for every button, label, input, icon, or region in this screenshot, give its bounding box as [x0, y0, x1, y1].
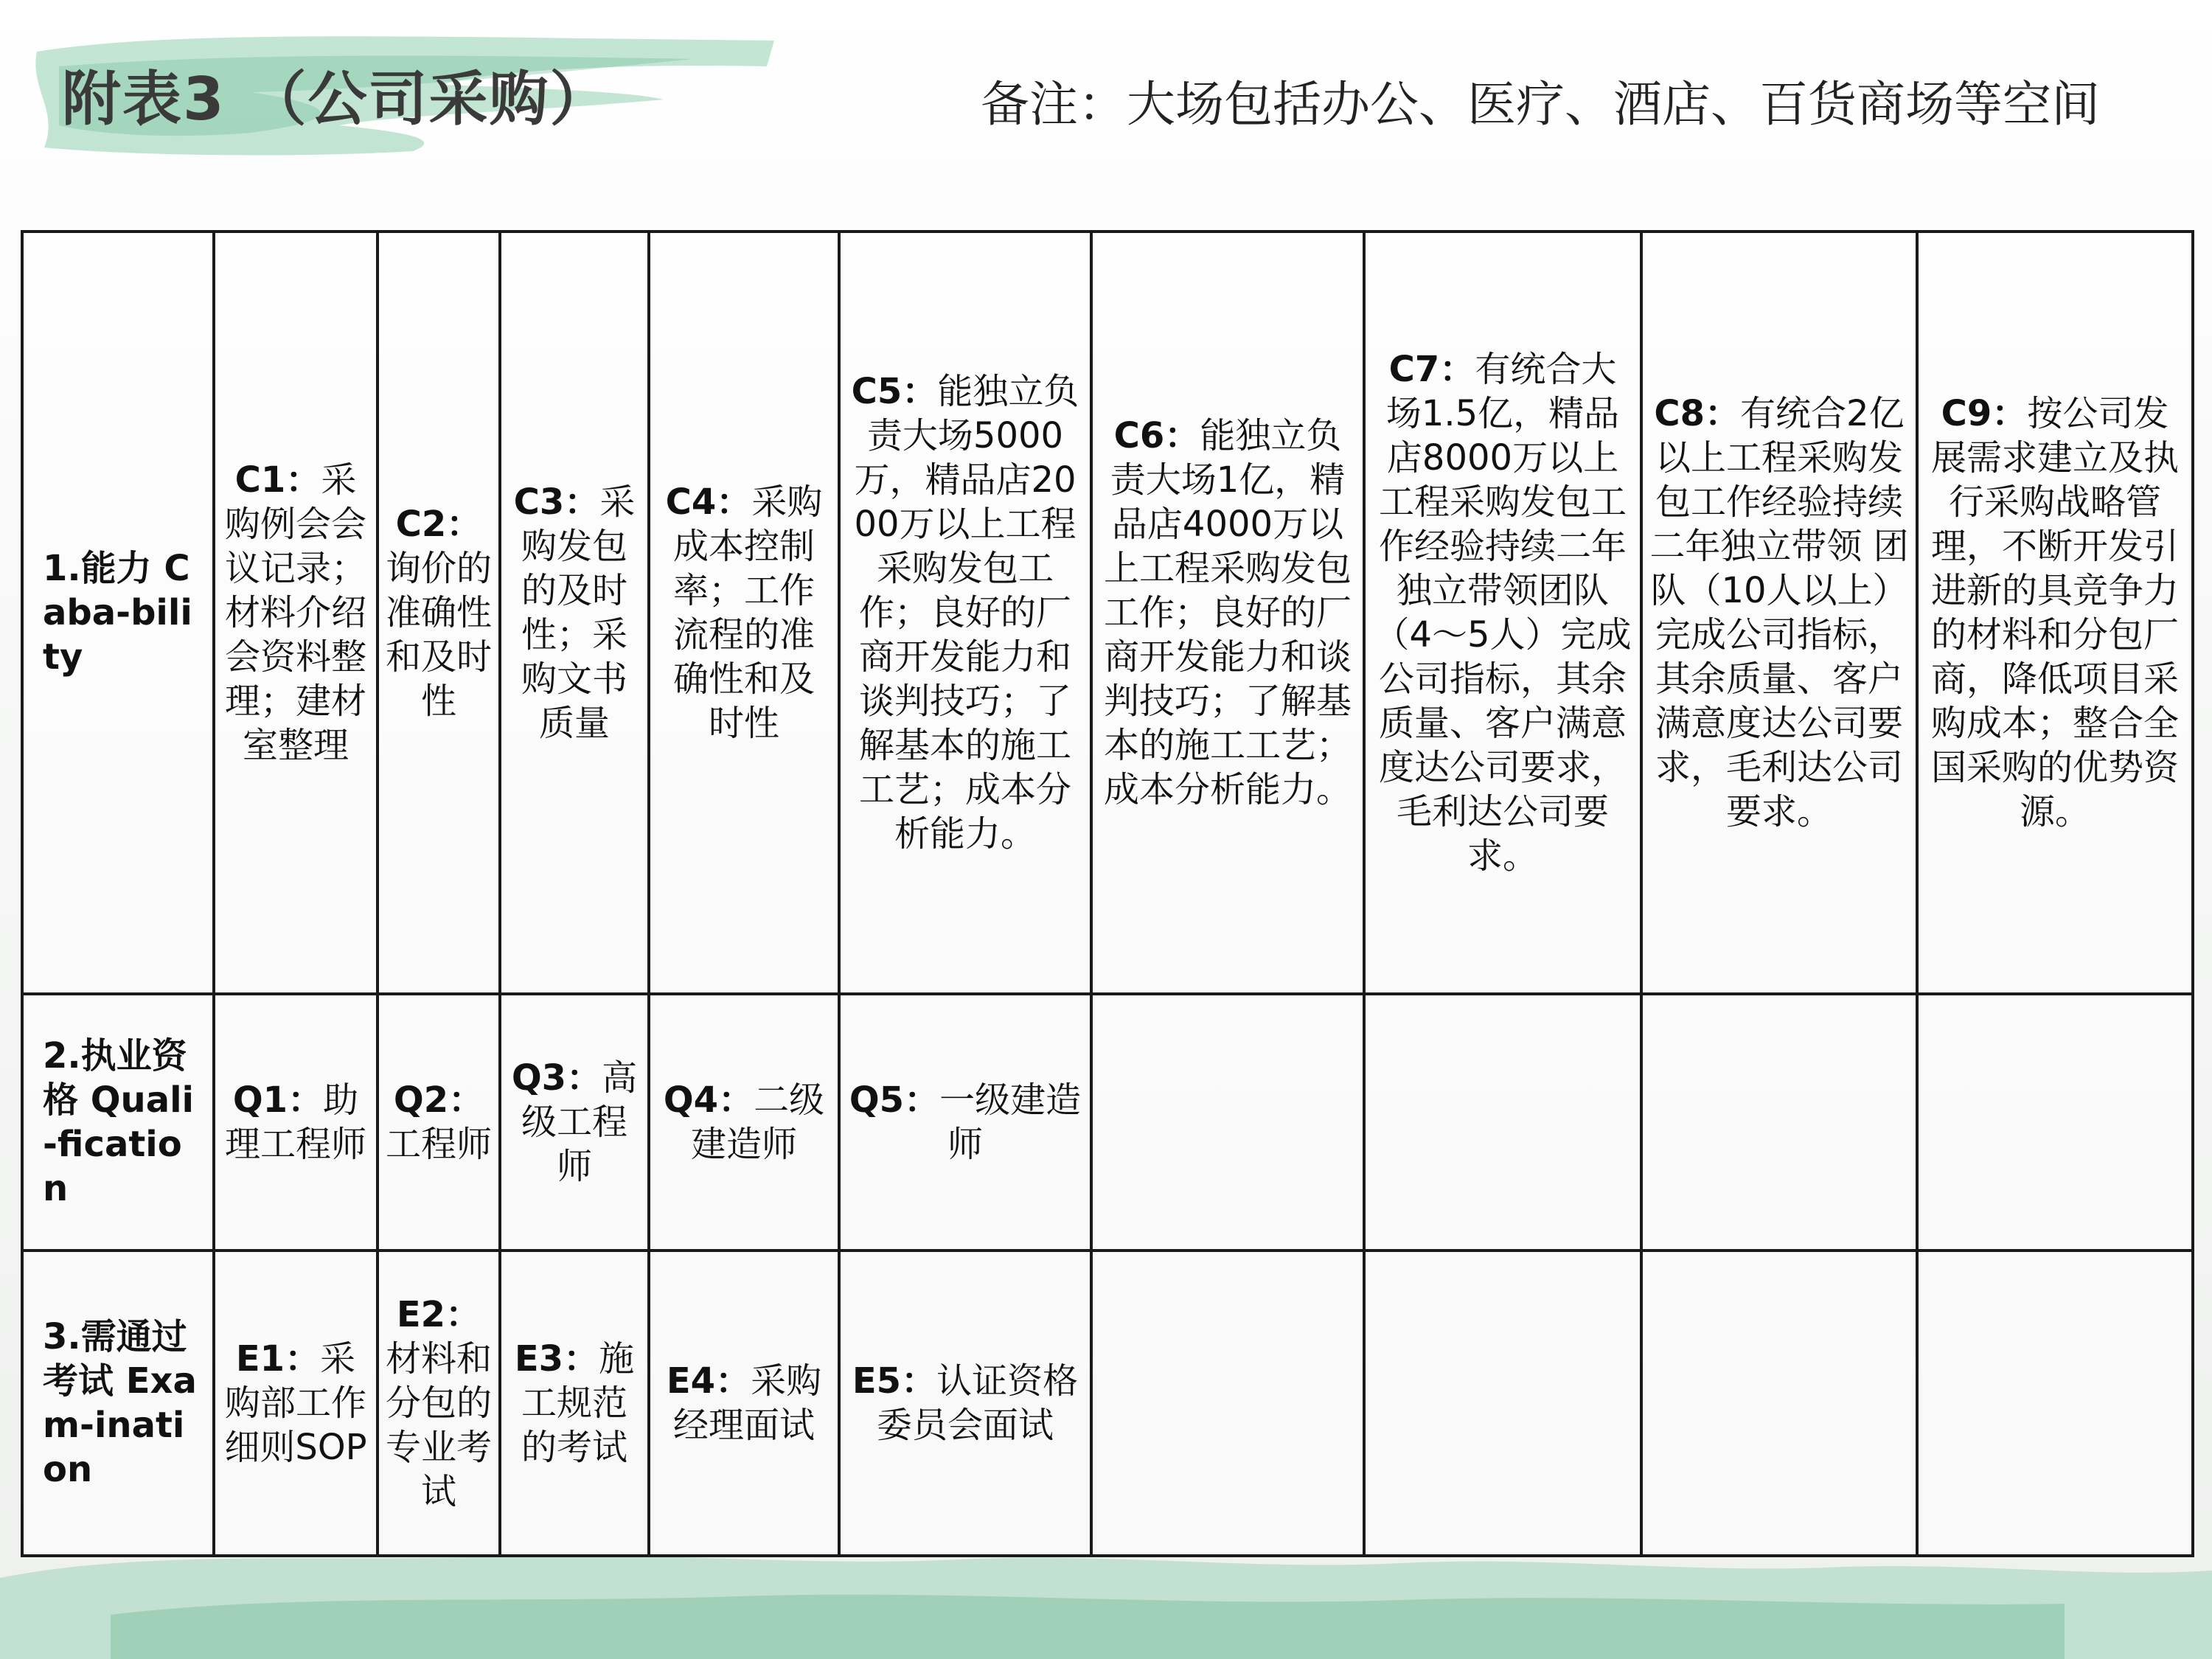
- cell-code: C6：: [1113, 415, 1200, 456]
- cell-code: C1：: [234, 459, 321, 501]
- cell-code: C8：: [1654, 393, 1741, 434]
- cell-text: 采购发包的及时性；采购文书质量: [521, 481, 636, 744]
- table-cell: [1641, 232, 1917, 994]
- cell-text: 二级建造师: [690, 1079, 825, 1165]
- cell-text: 采购经理面试: [672, 1360, 822, 1446]
- table-cell: [839, 232, 1091, 994]
- table-cell: [839, 1251, 1091, 1556]
- table-cell: [1091, 232, 1364, 994]
- table-cell: [378, 232, 500, 994]
- page-title: 附表3 （公司采购）: [62, 65, 611, 133]
- table-cell: [378, 1251, 500, 1556]
- cell-text: 有统合2亿以上工程采购发包工作经验持续二年独立带领 团队（10人以上）完成公司指标，其余质量、客户满意度达公司要求，毛利达公司要求。: [1649, 393, 1909, 832]
- cell-code: C9：: [1941, 393, 2028, 434]
- table-cell: [378, 994, 500, 1251]
- cell-code: C5：: [851, 371, 938, 412]
- table-cell: [1091, 1251, 1364, 1556]
- cell-code: C7：: [1388, 349, 1475, 390]
- table-row: [22, 994, 2193, 1251]
- table-cell: [1917, 1251, 2193, 1556]
- table-cell: [500, 232, 649, 994]
- table-cell: [1917, 994, 2193, 1251]
- capability-table: [21, 230, 2194, 1557]
- cell-text: 材料和分包的专业考试: [385, 1338, 492, 1512]
- cell-code: C3：: [513, 481, 600, 523]
- cell-text: 高级工程师: [521, 1057, 638, 1187]
- cell-code: E3：: [514, 1338, 599, 1380]
- cell-text: 能独立负责大场5000万，精品店2000万以上工程采购发包工作；良好的厂商开发能力和谈判技巧；了解基本的施工工艺；成本分析能力。: [854, 371, 1079, 855]
- cell-text: 一级建造师: [939, 1079, 1082, 1165]
- table-cell: [649, 1251, 839, 1556]
- table-cell: [1364, 232, 1641, 994]
- table-cell: [1641, 1251, 1917, 1556]
- table-cell: [214, 1251, 378, 1556]
- page-note: 备注：大场包括办公、医疗、酒店、百货商场等空间: [981, 76, 2100, 133]
- cell-code: E4：: [666, 1360, 751, 1402]
- cell-text: 施工规范的考试: [521, 1338, 635, 1468]
- cell-code: E2：: [396, 1294, 481, 1335]
- table-cell: [500, 994, 649, 1251]
- cell-text: 工程师: [385, 1124, 492, 1165]
- table-cell: [1364, 994, 1641, 1251]
- cell-text: 有统合大场1.5亿，精品店8000万以上工程采购发包工作经验持续二年独立带领团队（4～5人）完成公司指标，其余质量、客户满意度达公司要求，毛利达公司要求。: [1374, 349, 1632, 877]
- table-cell: [500, 1251, 649, 1556]
- table-cell: [1641, 994, 1917, 1251]
- table-cell: [1091, 994, 1364, 1251]
- row-header: 3.需通过考试 Exam-ination: [22, 1251, 214, 1556]
- cell-code: C4：: [665, 481, 752, 523]
- row-header: 2.执业资格 Quali-fication: [22, 994, 214, 1251]
- cell-code: E5：: [852, 1360, 937, 1402]
- cell-text: 助理工程师: [224, 1079, 366, 1165]
- table-cell: [839, 994, 1091, 1251]
- table-cell: [1917, 232, 2193, 994]
- table-cell: [214, 232, 378, 994]
- cell-code: Q4：: [663, 1079, 754, 1121]
- cell-text: 认证资格委员会面试: [876, 1360, 1079, 1446]
- cell-text: 采购例会会议记录；材料介绍会资料整理；建材室整理: [224, 459, 366, 766]
- row-header: 1.能力 Caba-bility: [22, 232, 214, 994]
- cell-code: Q2：: [393, 1079, 484, 1121]
- cell-code: C2：: [395, 504, 482, 545]
- cell-text: 询价的准确性和及时性: [385, 548, 492, 722]
- table-cell: [214, 994, 378, 1251]
- table-cell: [649, 994, 839, 1251]
- table-cell: [649, 232, 839, 994]
- cell-code: Q1：: [232, 1079, 324, 1121]
- table-row: [22, 232, 2193, 994]
- cell-text: 能独立负责大场1亿，精品店4000万以上工程采购发包工作；良好的厂商开发能力和谈判技巧；了解基本的施工工艺；成本分析能力。: [1103, 415, 1352, 810]
- table-row: [22, 1251, 2193, 1556]
- cell-code: E1：: [235, 1338, 321, 1380]
- cell-text: 采购成本控制率；工作流程的准确性和及时性: [672, 481, 823, 744]
- cell-text: 按公司发展需求建立及执行采购战略管理，不断开发引进新的具竞争力的材料和分包厂商，降低项目采购成本；整合全国采购的优势资源。: [1930, 393, 2179, 832]
- cell-code: Q3：: [511, 1057, 602, 1099]
- cell-code: Q5：: [849, 1079, 940, 1121]
- cell-text: 采购部工作细则SOP: [224, 1338, 367, 1468]
- table-cell: [1364, 1251, 1641, 1556]
